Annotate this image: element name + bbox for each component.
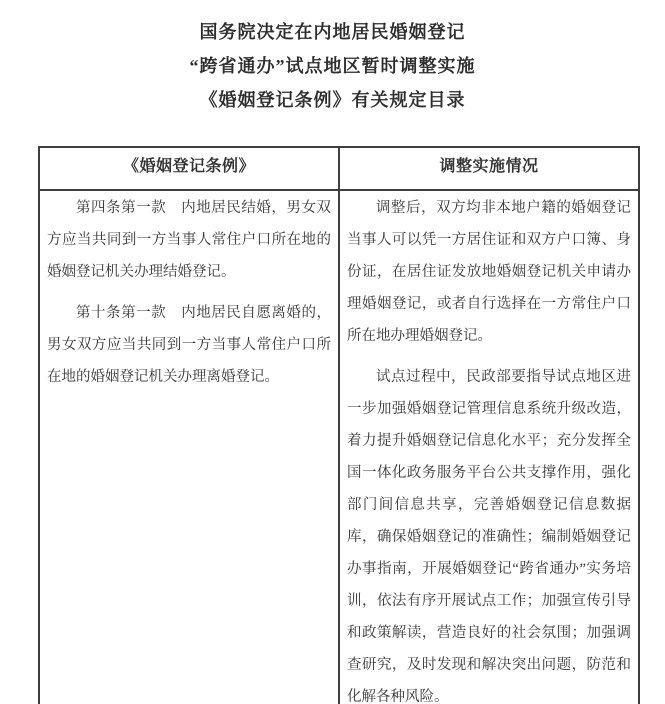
page-title-line-1: 国务院决定在内地居民婚姻登记 bbox=[199, 22, 466, 42]
adjustment-paragraph-1: 调整后，双方均非本地户籍的婚姻登记当事人可以凭一方居住证和双方户口簿、身份证，在居住证发放地婚姻登记机关申请办理婚姻登记，或者自行选择在一方常住户口所在地办理婚姻登记。 bbox=[347, 200, 631, 344]
page-title-line-3: 《婚姻登记条例》有关规定目录 bbox=[199, 90, 466, 110]
regulation-paragraph-2: 第十条第一款 内地居民自愿离婚的，男女双方应当共同到一方当事人常住户口所在地的婚姻登记机关办理离婚登记。 bbox=[47, 305, 331, 385]
page-title bbox=[0, 15, 665, 117]
header-cell-adjustment: 调整实施情况 bbox=[339, 147, 639, 190]
regulations-comparison-table bbox=[38, 146, 640, 704]
header-cell-regulation: 《婚姻登记条例》 bbox=[39, 147, 339, 190]
table-header-row bbox=[39, 147, 639, 190]
page-title-line-2: “跨省通办”试点地区暂时调整实施 bbox=[189, 56, 476, 76]
document-page bbox=[0, 15, 665, 704]
regulation-cell bbox=[39, 190, 339, 704]
adjustment-paragraph-2: 试点过程中，民政部要指导试点地区进一步加强婚姻登记管理信息系统升级改造，着力提升婚姻登记信息化水平；充分发挥全国一体化政务服务平台公共支撑作用，强化部门间信息共享，完善婚姻登记信息数据库，确保婚姻登记的准确性；编制婚姻登记办事指南，开展婚姻登记“跨省通办”实务培训，依法有序开展试点工作；加强宣传引导和政策解读，营造良好的社会氛围；加强调查研究，及时发现和解决突出问题，防范和化解各种风险。 bbox=[347, 369, 631, 704]
table-body-row bbox=[39, 190, 639, 704]
adjustment-cell bbox=[339, 190, 639, 704]
regulation-paragraph-1: 第四条第一款 内地居民结婚，男女双方应当共同到一方当事人常住户口所在地的婚姻登记机关办理结婚登记。 bbox=[47, 200, 331, 280]
